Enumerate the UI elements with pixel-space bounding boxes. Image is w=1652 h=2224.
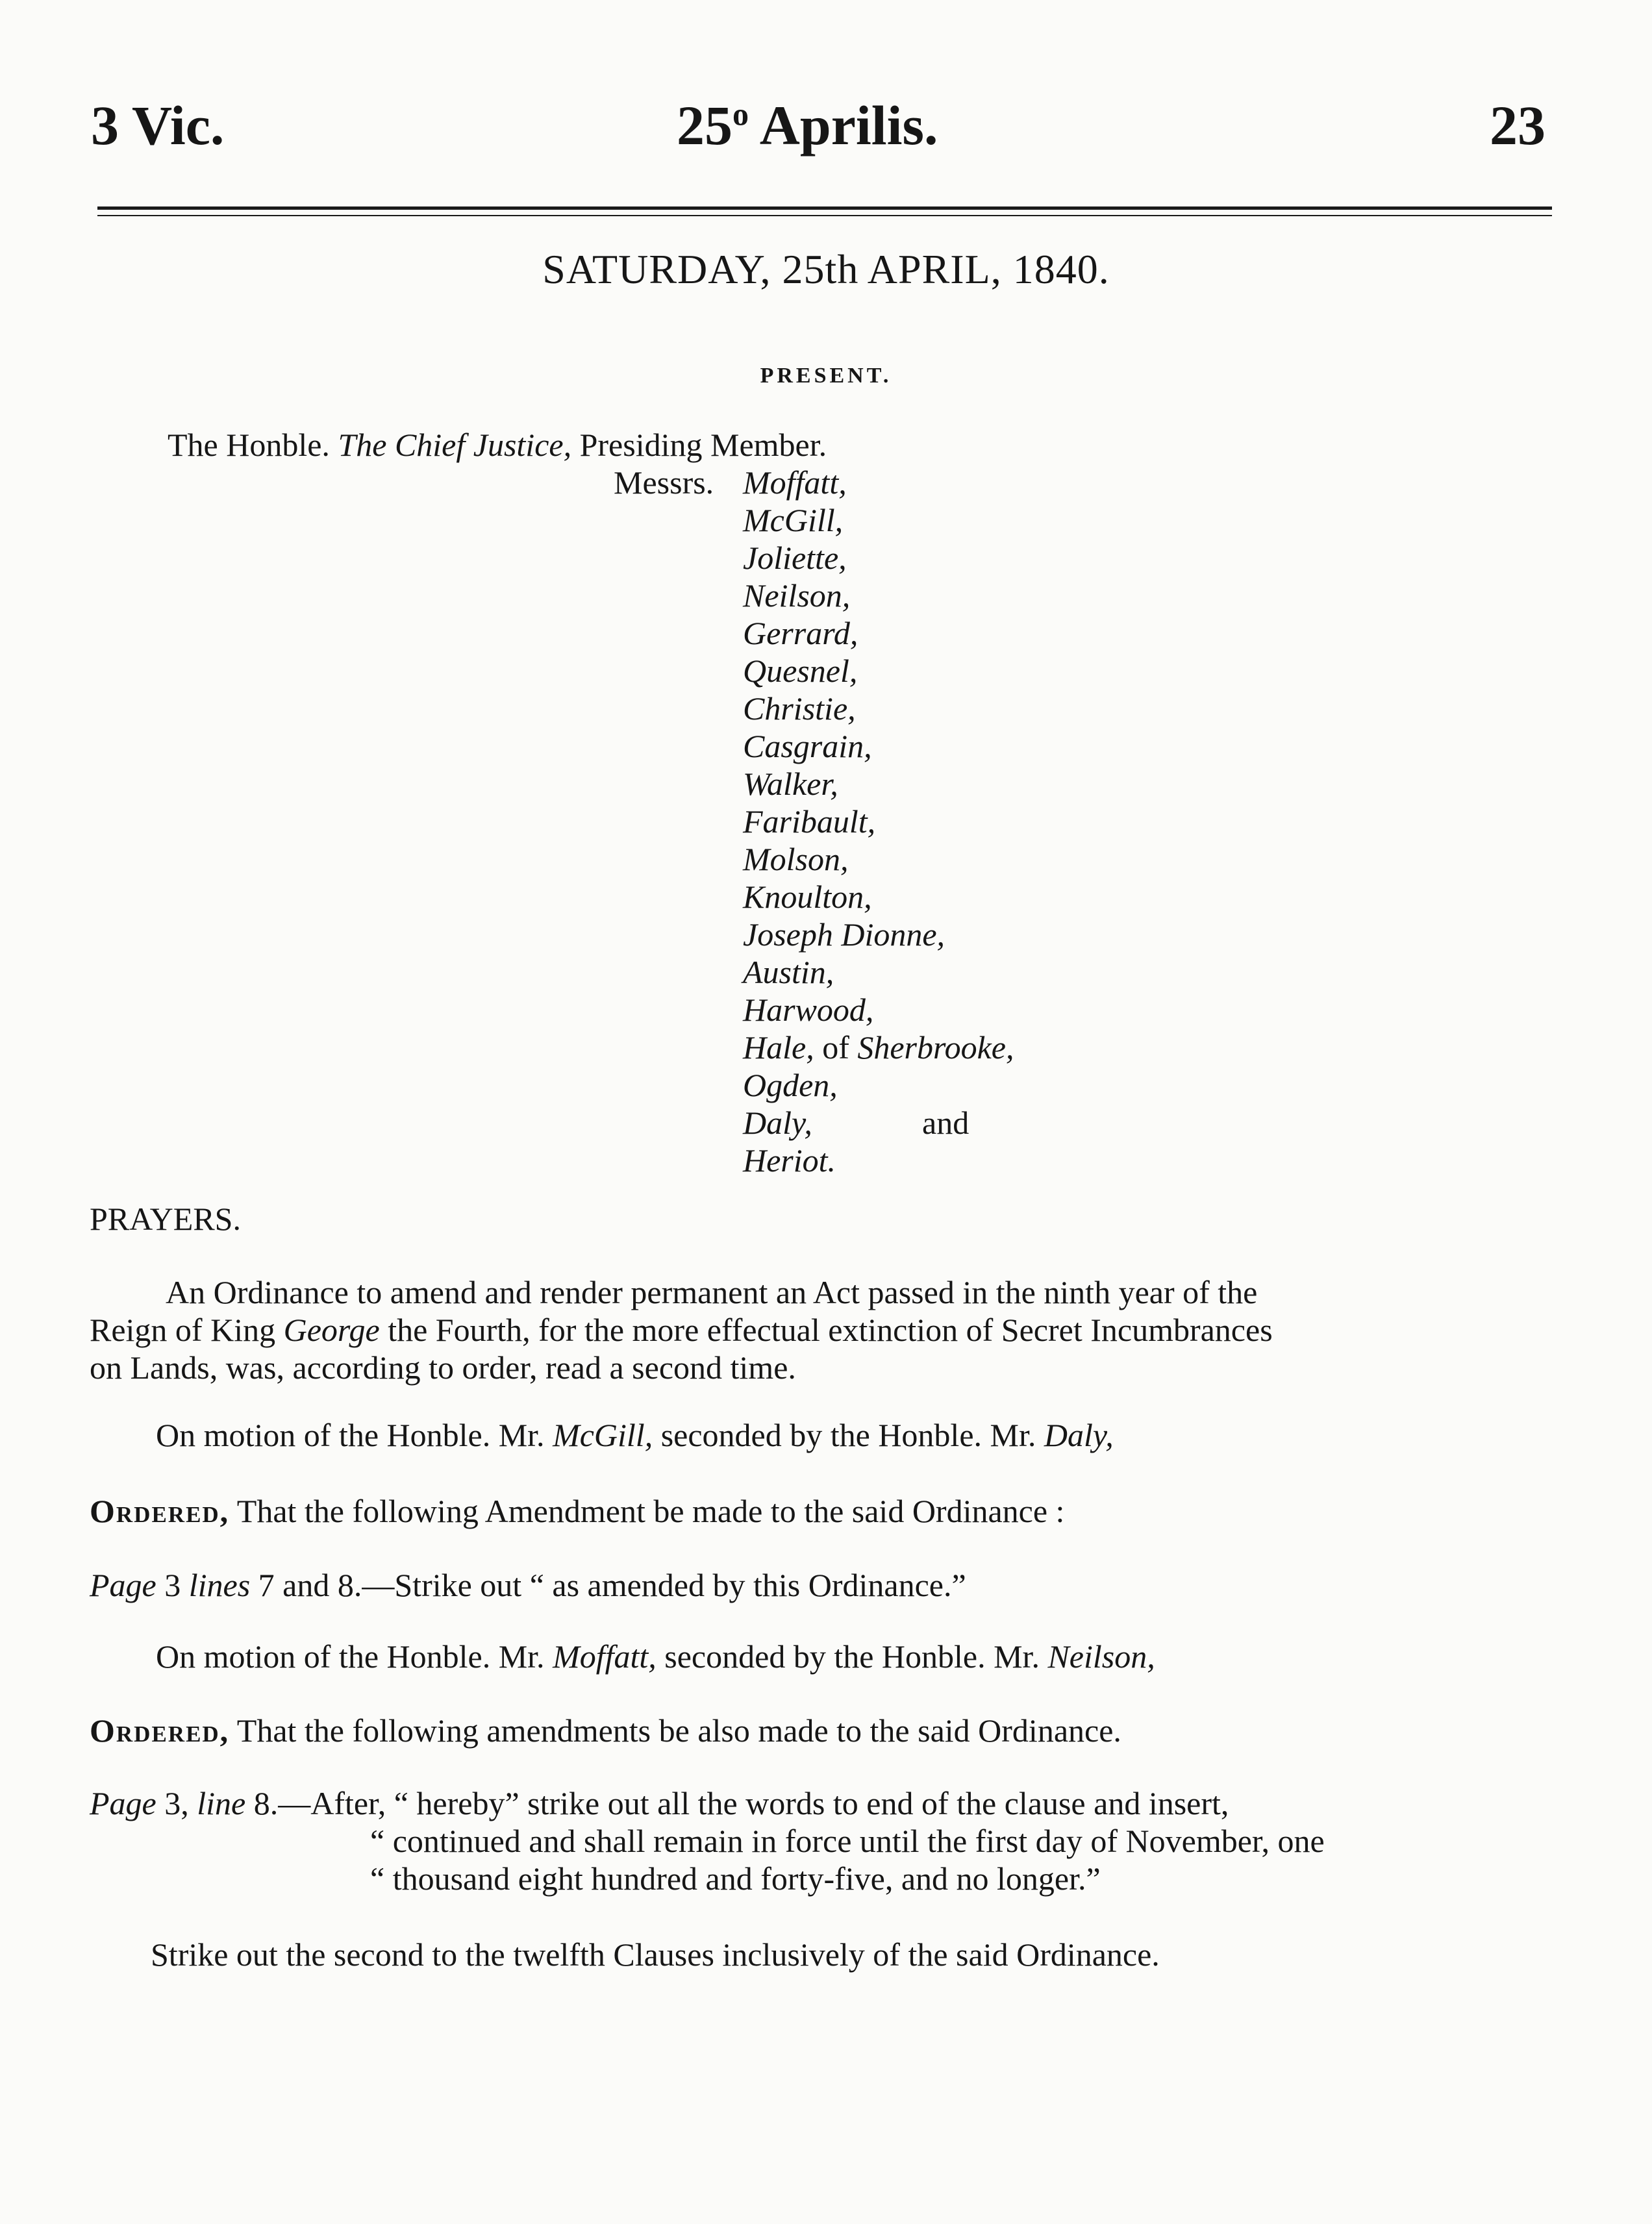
amendment-2-line-2: “ continued and shall remain in force until the first day of November, one (370, 1823, 1325, 1859)
motion-1-a: On motion of the Honble. Mr. (156, 1417, 553, 1453)
member-moffatt: Moffatt, (743, 464, 847, 501)
amendment-1-num: 3 (156, 1567, 189, 1603)
amendment-2-line-3: “ thousand eight hundred and forty-five, and no longer.” (370, 1860, 1101, 1897)
motion-2-b: seconded by the Honble. Mr. (656, 1638, 1048, 1675)
prayers-heading: PRAYERS. (90, 1201, 241, 1237)
member-casgrain: Casgrain, (743, 728, 872, 764)
ordered-1-text: That the following Amendment be made to the said Ordinance : (229, 1493, 1065, 1529)
amendment-2-line-1 (90, 1787, 1229, 1819)
page-title: SATURDAY, 25th APRIL, 1840. (542, 246, 1110, 292)
ordered-2-label: Ordered, (90, 1712, 230, 1749)
presiding-role: Presiding Member. (579, 427, 827, 463)
member-hale (743, 1031, 1014, 1064)
member-knoulton: Knoulton, (743, 879, 872, 915)
member-daly: Daly, (743, 1105, 812, 1141)
header-month: Aprilis. (759, 94, 938, 156)
ordered-2-text: That the following amendments be also made to the said Ordinance. (229, 1712, 1121, 1749)
header-rule-thick (97, 206, 1552, 210)
amendment-1-page: Page (90, 1567, 156, 1603)
motion-2-seconder: Neilson, (1047, 1638, 1155, 1675)
messrs-label: Messrs. (614, 464, 714, 501)
amendment-2-text-1: 8.—After, “ hereby” strike out all the words to end of the clause and insert, (245, 1785, 1229, 1821)
header-date (677, 94, 938, 156)
member-austin: Austin, (743, 954, 834, 990)
motion-1-seconder: Daly, (1044, 1417, 1114, 1453)
motion-2-a: On motion of the Honble. Mr. (156, 1638, 553, 1675)
ordered-2 (90, 1714, 1121, 1747)
regnal-year: 3 Vic. (91, 94, 225, 156)
ordinance-king: George (283, 1312, 380, 1348)
final-line: Strike out the second to the twelfth Clauses inclusively of the said Ordinance. (151, 1936, 1160, 1973)
member-heriot: Heriot. (743, 1142, 836, 1179)
member-hale-place: Sherbrooke, (857, 1029, 1014, 1066)
member-walker: Walker, (743, 766, 838, 802)
member-harwood: Harwood, (743, 992, 874, 1028)
ordinance-line-1: An Ordinance to amend and render permanent an Act passed in the ninth year of the (166, 1274, 1258, 1310)
present-label: PRESENT. (760, 364, 892, 388)
ordinance-line-2b: the Fourth, for the more effectual extinction of Secret Incumbrances (379, 1312, 1273, 1348)
ordered-1-label: Ordered, (90, 1493, 230, 1529)
header-rule-thin (97, 215, 1552, 216)
motion-1 (156, 1419, 1114, 1451)
member-hale-of: of (822, 1029, 849, 1066)
page-number: 23 (1490, 94, 1546, 156)
motion-1-b: seconded by the Honble. Mr. (653, 1417, 1044, 1453)
presiding-prefix: The Honble. (168, 427, 330, 463)
member-ogden: Ogden, (743, 1067, 838, 1103)
member-neilson: Neilson, (743, 577, 851, 614)
ordinance-line-2 (90, 1314, 1273, 1346)
presiding-name: The Chief Justice, (338, 427, 572, 463)
header-day: 25 (677, 94, 732, 156)
header-day-sup: o (732, 95, 749, 132)
member-hale-name: Hale, (743, 1029, 814, 1066)
motion-1-mover: McGill, (553, 1417, 653, 1453)
amendment-2-line: line (197, 1785, 246, 1821)
motion-2-mover: Moffatt, (553, 1638, 657, 1675)
member-gerrard: Gerrard, (743, 615, 858, 651)
amendment-1-text: 7 and 8.—Strike out “ as amended by this Ordinance.” (250, 1567, 966, 1603)
presiding-line (168, 429, 827, 461)
ordinance-line-3: on Lands, was, according to order, read a second time. (90, 1349, 796, 1386)
motion-2 (156, 1640, 1155, 1673)
member-and: and (922, 1105, 970, 1141)
member-joliette: Joliette, (743, 540, 847, 576)
amendment-1-lines: lines (188, 1567, 251, 1603)
amendment-1 (90, 1569, 966, 1601)
amendment-2-num: 3, (156, 1785, 197, 1821)
member-mcgill: McGill, (743, 502, 844, 538)
ordered-1 (90, 1495, 1064, 1527)
member-faribault: Faribault, (743, 803, 876, 840)
member-molson: Molson, (743, 841, 849, 877)
amendment-2-page: Page (90, 1785, 156, 1821)
ordinance-line-2a: Reign of King (90, 1312, 284, 1348)
member-dionne: Joseph Dionne, (743, 916, 945, 953)
member-quesnel: Quesnel, (743, 653, 858, 689)
member-christie: Christie, (743, 690, 856, 727)
